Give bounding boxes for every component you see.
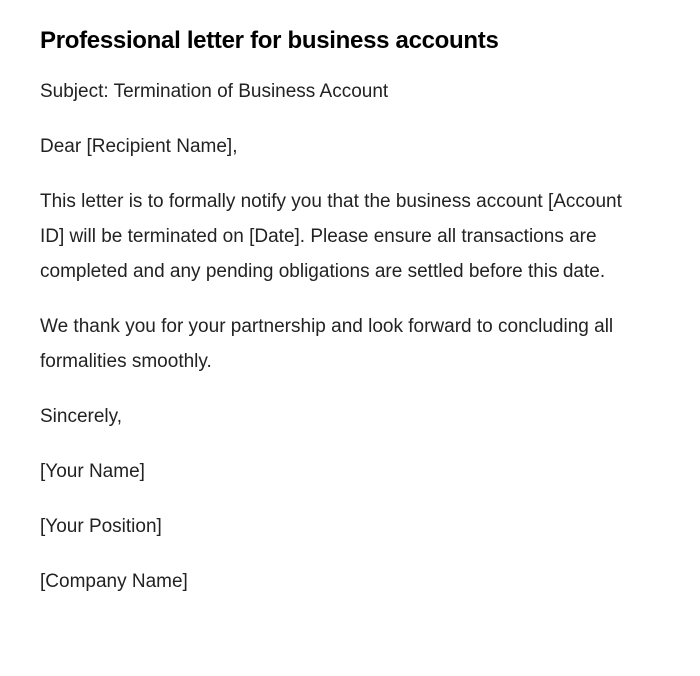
signature-name: [Your Name]	[40, 461, 145, 482]
letter-body-paragraph: This letter is to formally notify you that the business account [Account ID] will be terminated on [Date]. Please ensure all transactions are completed and any pending obligations are settled before this date.	[40, 191, 622, 282]
letter-body-paragraph: We thank you for your partnership and look forward to concluding all formalities smoothly.	[40, 316, 614, 372]
letter-salutation: Dear [Recipient Name],	[40, 136, 238, 157]
letter-document	[40, 24, 650, 619]
document-title: Professional letter for business accounts	[40, 27, 499, 54]
signature-company: [Company Name]	[40, 571, 188, 592]
letter-closing: Sincerely,	[40, 406, 123, 427]
signature-position: [Your Position]	[40, 516, 162, 537]
letter-subject: Subject: Termination of Business Account	[40, 81, 389, 102]
